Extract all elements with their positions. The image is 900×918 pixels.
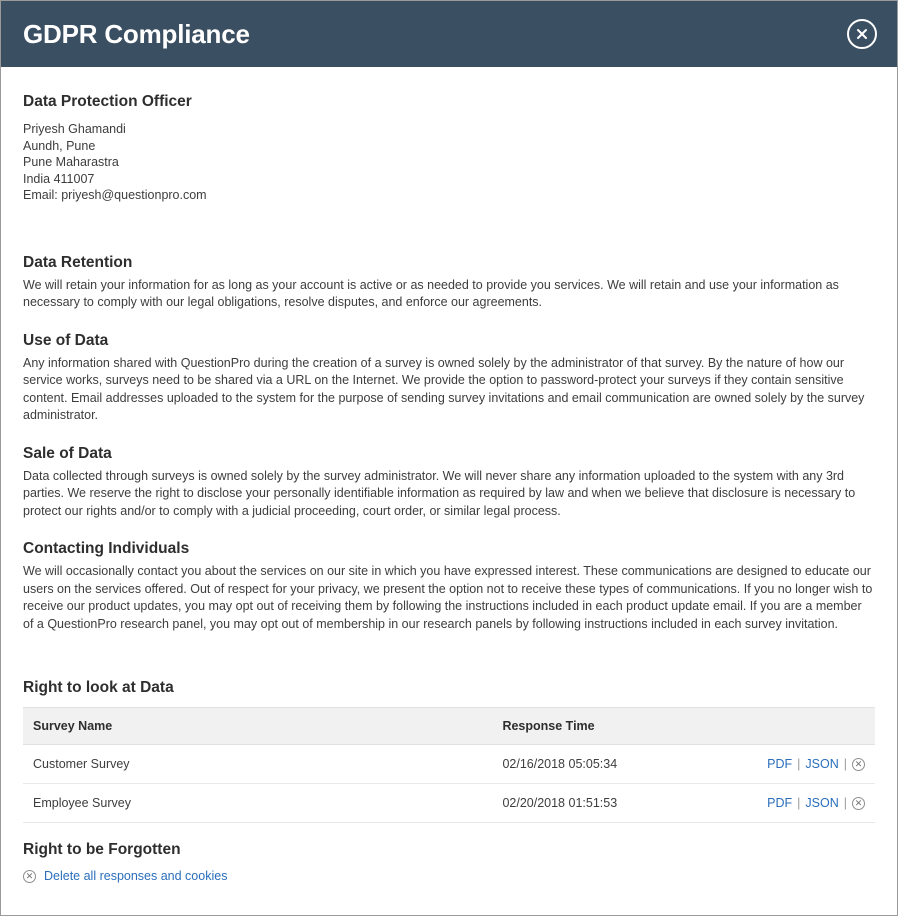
separator: |	[797, 796, 801, 810]
section-heading: Use of Data	[23, 331, 109, 349]
dpo-line-address1: Aundh, Pune	[23, 138, 96, 153]
row-inner	[502, 796, 865, 810]
table-row	[23, 745, 875, 784]
row-actions	[767, 796, 865, 810]
table-body	[23, 745, 875, 823]
cell-survey-name: Customer Survey	[23, 745, 492, 784]
right-to-look-at-data-section	[23, 679, 875, 823]
right-to-be-forgotten-heading: Right to be Forgotten	[23, 841, 181, 858]
dpo-heading: Data Protection Officer	[23, 93, 192, 110]
section-use-of-data	[23, 332, 875, 425]
page-title: GDPR Compliance	[23, 18, 250, 49]
section-heading: Sale of Data	[23, 444, 112, 462]
dpo-line-name: Priyesh Ghamandi	[23, 122, 126, 136]
download-pdf-link[interactable]: PDF	[767, 796, 793, 810]
download-json-link[interactable]: JSON	[805, 757, 839, 771]
section-heading: Contacting Individuals	[23, 540, 190, 557]
section-heading: Data Retention	[23, 253, 133, 271]
spacer	[23, 653, 875, 679]
section-text: Any information shared with QuestionPro during the creation of a survey is owned solely by the administrator of that survey. By the nature of how our service works, surveys need to be shared via a URL on the Internet. We provide the option to password-protect your surveys if they contain sensitive content. Email addresses uploaded to the system for the purpose of sending survey invitations and email communication are owned solely by the survey administrator.	[23, 355, 865, 422]
delete-all-row[interactable]	[23, 869, 875, 883]
section-contacting-individuals	[23, 540, 875, 633]
cell-response-actions	[492, 745, 875, 784]
responses-table	[23, 707, 875, 823]
cell-response-time: 02/20/2018 01:51:53	[502, 796, 618, 810]
section-text: We will occasionally contact you about the services on our site in which you have expressed interest. These communications are designed to educate our users on the services offered. Out of respect for your privacy, we present the option not to receive these types of communications. If you no longer wish to receive our product updates, you may opt out of receiving them by following the instructions included in each product update email. If you are a member of a QuestionPro research panel, you may opt out of membership in our research panels by following instructions included in each survey invitation.	[23, 564, 873, 631]
row-inner	[502, 757, 865, 771]
section-text: We will retain your information for as long as your account is active or as needed to provide you services. We will retain and use your information as necessary to comply with our legal obligations, resolve disputes, and enforce our agreements.	[23, 277, 839, 309]
spacer	[23, 210, 875, 254]
dpo-line-country: India 411007	[23, 171, 95, 186]
cell-response-actions	[492, 784, 875, 823]
row-actions	[767, 757, 865, 771]
download-pdf-link[interactable]: PDF	[767, 757, 793, 771]
section-data-retention	[23, 254, 875, 312]
delete-response-icon[interactable]: ✕	[852, 797, 865, 810]
column-header-response-time: Response Time	[492, 708, 875, 745]
table-row	[23, 784, 875, 823]
section-sale-of-data	[23, 445, 875, 521]
table-header	[23, 708, 875, 745]
separator: |	[797, 757, 801, 771]
close-icon[interactable]	[847, 19, 877, 49]
download-json-link[interactable]: JSON	[805, 796, 839, 810]
dpo-line-address2: Pune Maharastra	[23, 155, 119, 169]
delete-response-icon[interactable]: ✕	[852, 758, 865, 771]
column-header-survey-name: Survey Name	[23, 708, 492, 745]
table-header-row	[23, 708, 875, 745]
cell-response-time: 02/16/2018 05:05:34	[502, 757, 618, 771]
right-to-look-heading: Right to look at Data	[23, 679, 174, 696]
dpo-line-email: Email: priyesh@questionpro.com	[23, 188, 207, 202]
data-protection-officer-section	[23, 93, 875, 204]
separator: |	[843, 796, 847, 810]
right-to-be-forgotten-section	[23, 841, 875, 883]
delete-all-icon[interactable]: ✕	[23, 870, 36, 883]
delete-all-responses-link[interactable]: Delete all responses and cookies	[44, 869, 228, 883]
spacer	[23, 823, 875, 841]
modal-header	[1, 1, 897, 67]
cell-survey-name: Employee Survey	[23, 784, 492, 823]
separator: |	[843, 757, 847, 771]
section-text: Data collected through surveys is owned solely by the survey administrator. We will never share any information uploaded to the system with any 3rd parties. We reserve the right to disclose your personally identifiable information as required by law and when we believe that disclosure is necessary to protect our rights and/or to comply with a judicial proceeding, court order, or similar legal process.	[23, 468, 856, 518]
modal-body	[1, 67, 897, 915]
